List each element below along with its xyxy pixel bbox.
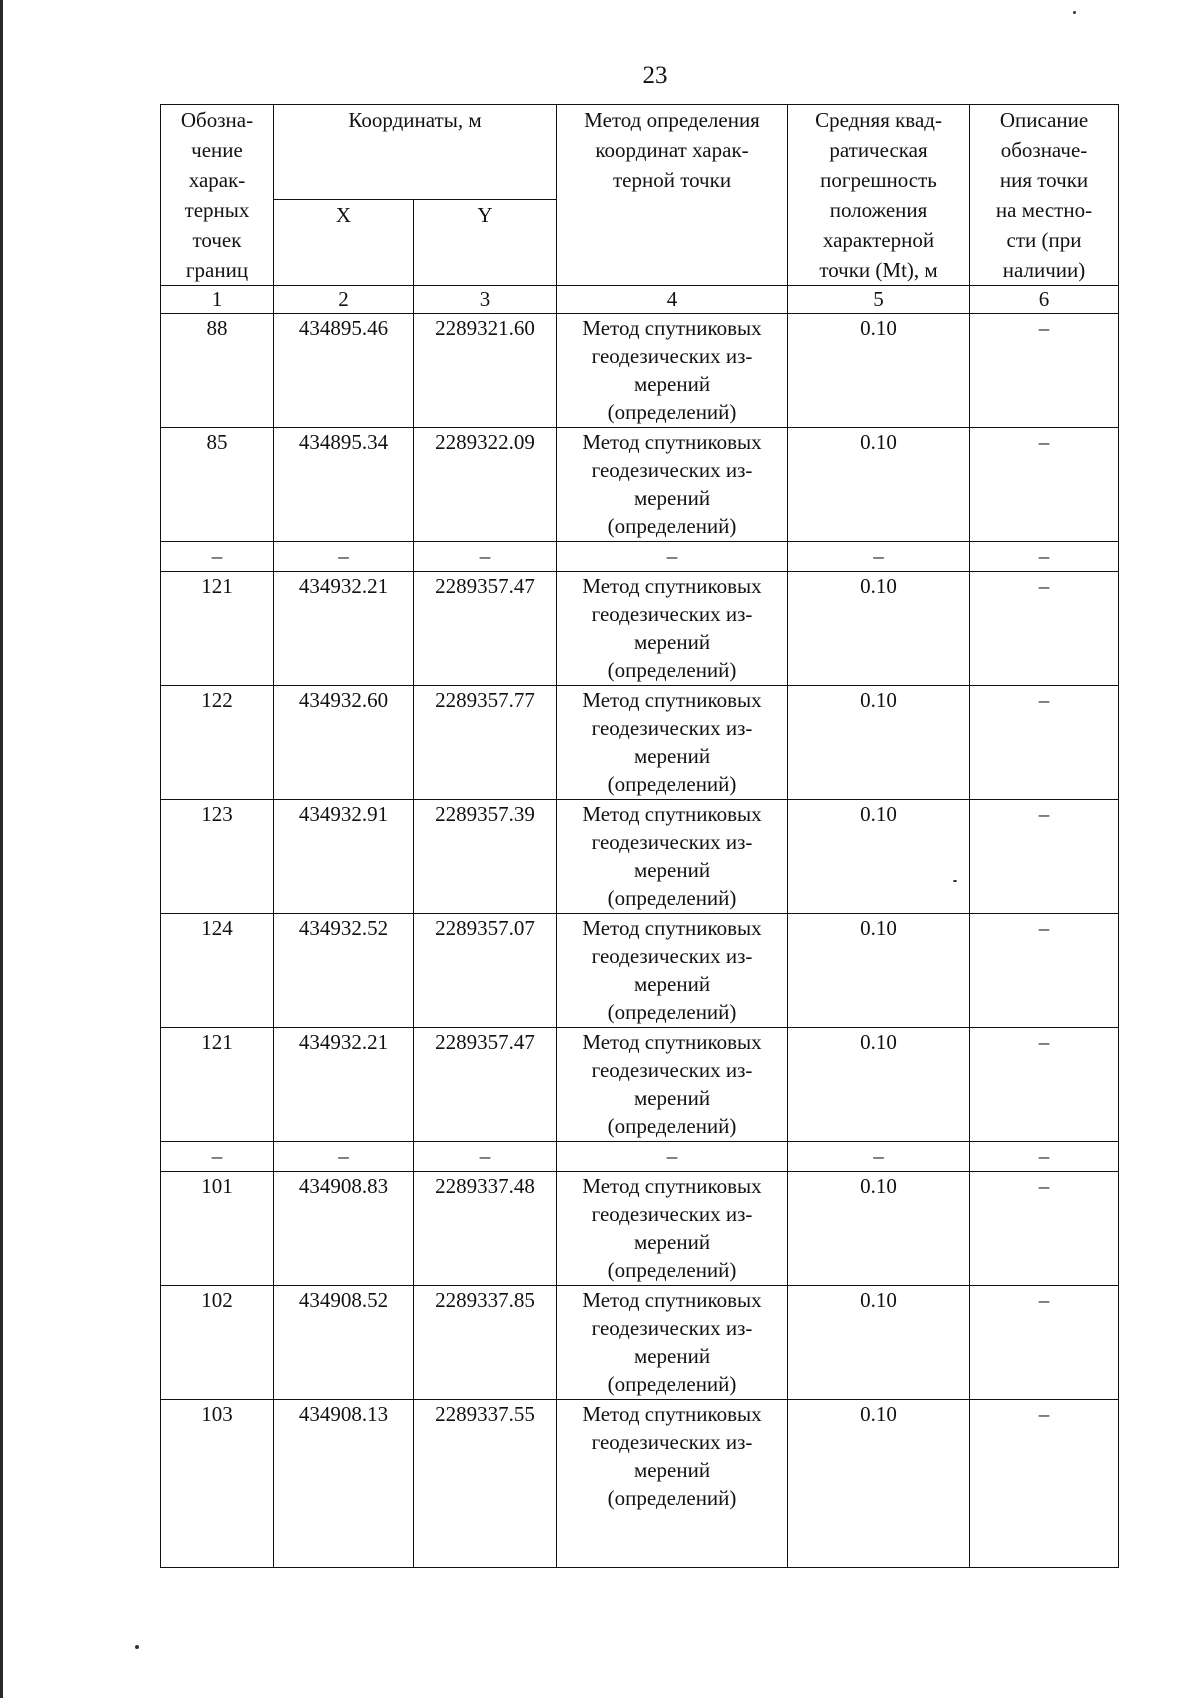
method-line: Метод спутниковых (582, 688, 762, 712)
method-line: (определений) (607, 1000, 737, 1024)
header-rms-line: точки (Mt), м (819, 258, 938, 282)
cell-description: – (970, 1142, 1119, 1172)
method-line: мерений (633, 858, 711, 882)
cell-point: 123 (161, 800, 274, 914)
header-description-line: Описание (999, 108, 1089, 132)
method-line: мерений (633, 1344, 711, 1368)
cell-x: – (274, 1142, 414, 1172)
cell-point: 103 (161, 1400, 274, 1568)
separator-row (161, 542, 1119, 572)
cell-method (557, 314, 788, 428)
header-method (557, 105, 788, 286)
table-row (161, 572, 1119, 686)
header-rms-line: погрешность (820, 168, 937, 192)
header-rms-error (788, 105, 970, 286)
page-number: 23 (642, 62, 668, 89)
cell-y: 2289357.77 (414, 686, 557, 800)
cell-x: 434895.46 (274, 314, 414, 428)
header-point-line: харак- (188, 168, 246, 192)
cell-x: 434895.34 (274, 428, 414, 542)
header-description (970, 105, 1119, 286)
cell-method (557, 914, 788, 1028)
cell-point: 124 (161, 914, 274, 1028)
method-line: Метод спутниковых (582, 316, 762, 340)
cell-y: 2289357.39 (414, 800, 557, 914)
table-row (161, 914, 1119, 1028)
header-point-line: чение (191, 138, 243, 162)
cell-description: – (970, 542, 1119, 572)
cell-x: 434932.21 (274, 1028, 414, 1142)
column-number: 5 (788, 286, 970, 314)
cell-rms-error: 0.10 (788, 428, 970, 542)
method-line: (определений) (607, 514, 737, 538)
method-text (562, 1172, 782, 1284)
cell-rms-error: 0.10 (788, 686, 970, 800)
method-line: Метод спутниковых (582, 802, 762, 826)
table-row (161, 1172, 1119, 1286)
cell-y: 2289337.55 (414, 1400, 557, 1568)
cell-y: 2289321.60 (414, 314, 557, 428)
table-row (161, 1400, 1119, 1568)
coordinates-table (160, 104, 1119, 1568)
method-text (562, 314, 782, 426)
table-row (161, 800, 1119, 914)
header-y: Y (414, 200, 557, 286)
table-row (161, 314, 1119, 428)
column-number: 6 (970, 286, 1119, 314)
cell-method (557, 1400, 788, 1568)
header-point-line: границ (185, 258, 249, 282)
header-method-line: терной точки (612, 168, 732, 192)
method-line: Метод спутниковых (582, 430, 762, 454)
method-line: – (666, 1144, 678, 1168)
cell-point: 102 (161, 1286, 274, 1400)
column-number: 4 (557, 286, 788, 314)
method-text (562, 1028, 782, 1140)
method-line: мерений (633, 372, 711, 396)
column-number-row (161, 286, 1119, 314)
method-line: геодезических из- (591, 344, 753, 368)
cell-point: – (161, 1142, 274, 1172)
header-description-line: ния точки (999, 168, 1089, 192)
method-line: (определений) (607, 400, 737, 424)
cell-rms-error: 0.10 (788, 1286, 970, 1400)
scan-left-edge (0, 0, 3, 1698)
method-line: – (666, 544, 678, 568)
method-line: мерений (633, 1086, 711, 1110)
cell-method (557, 1142, 788, 1172)
cell-description: – (970, 800, 1119, 914)
header-description-line: на местно- (995, 198, 1093, 222)
header-method-line: координат харак- (595, 138, 749, 162)
method-line: (определений) (607, 658, 737, 682)
cell-y: 2289337.48 (414, 1172, 557, 1286)
method-text (562, 914, 782, 1026)
cell-description: – (970, 1286, 1119, 1400)
cell-point: 101 (161, 1172, 274, 1286)
method-line: (определений) (607, 1258, 737, 1282)
cell-x: 434932.91 (274, 800, 414, 914)
cell-description: – (970, 1028, 1119, 1142)
cell-y: 2289357.47 (414, 572, 557, 686)
cell-description: – (970, 428, 1119, 542)
method-text (562, 1400, 782, 1512)
method-line: Метод спутниковых (582, 1174, 762, 1198)
method-line: мерений (633, 1230, 711, 1254)
header-description-line: сти (при (1006, 228, 1082, 252)
method-line: мерений (633, 630, 711, 654)
cell-y: – (414, 1142, 557, 1172)
method-line: Метод спутниковых (582, 1402, 762, 1426)
header-rms-line: Средняя квад- (815, 108, 942, 132)
method-line: Метод спутниковых (582, 1288, 762, 1312)
header-point-line: терных (184, 198, 250, 222)
method-line: геодезических из- (591, 830, 753, 854)
method-line: Метод спутниковых (582, 916, 762, 940)
method-line: геодезических из- (591, 458, 753, 482)
table-body (161, 105, 1119, 1568)
cell-x: – (274, 542, 414, 572)
table-row (161, 1028, 1119, 1142)
cell-x: 434908.83 (274, 1172, 414, 1286)
header-point-line: точек (192, 228, 242, 252)
method-line: геодезических из- (591, 602, 753, 626)
cell-point: 88 (161, 314, 274, 428)
method-line: мерений (633, 744, 711, 768)
cell-y: 2289322.09 (414, 428, 557, 542)
cell-point: 121 (161, 572, 274, 686)
cell-method (557, 1028, 788, 1142)
cell-rms-error: 0.10 (788, 1400, 970, 1568)
cell-point: 121 (161, 1028, 274, 1142)
cell-rms-error: 0.10 (788, 914, 970, 1028)
cell-method (557, 542, 788, 572)
cell-point: 122 (161, 686, 274, 800)
method-text (562, 1286, 782, 1398)
cell-rms-error: – (788, 1142, 970, 1172)
cell-description: – (970, 314, 1119, 428)
header-point-line: Обозна- (180, 108, 254, 132)
cell-rms-error: 0.10 (788, 1028, 970, 1142)
cell-description: – (970, 686, 1119, 800)
column-number: 3 (414, 286, 557, 314)
header-coordinates: Координаты, м (274, 105, 557, 200)
method-text (562, 1142, 782, 1170)
method-line: геодезических из- (591, 1430, 753, 1454)
cell-description: – (970, 572, 1119, 686)
separator-row (161, 1142, 1119, 1172)
method-text (562, 428, 782, 540)
method-line: геодезических из- (591, 1316, 753, 1340)
cell-y: 2289357.07 (414, 914, 557, 1028)
method-text (562, 800, 782, 912)
cell-method (557, 800, 788, 914)
cell-rms-error: 0.10 (788, 314, 970, 428)
cell-rms-error: 0.10 (788, 1172, 970, 1286)
cell-x: 434932.21 (274, 572, 414, 686)
header-description-line: обозначе- (1000, 138, 1088, 162)
method-line: Метод спутниковых (582, 1030, 762, 1054)
cell-x: 434932.52 (274, 914, 414, 1028)
cell-x: 434908.52 (274, 1286, 414, 1400)
cell-point: 85 (161, 428, 274, 542)
method-line: Метод спутниковых (582, 574, 762, 598)
cell-x: 434932.60 (274, 686, 414, 800)
cell-y: 2289357.47 (414, 1028, 557, 1142)
header-row (161, 105, 1119, 200)
method-line: мерений (633, 972, 711, 996)
cell-method (557, 572, 788, 686)
cell-method (557, 686, 788, 800)
header-x: X (274, 200, 414, 286)
cell-method (557, 1172, 788, 1286)
method-line: (определений) (607, 1486, 737, 1510)
header-description-line: наличии) (1002, 258, 1086, 282)
column-number: 2 (274, 286, 414, 314)
method-line: (определений) (607, 1114, 737, 1138)
cell-description: – (970, 1400, 1119, 1568)
header-point-designation (161, 105, 274, 286)
cell-rms-error: – (788, 542, 970, 572)
cell-x: 434908.13 (274, 1400, 414, 1568)
method-line: геодезических из- (591, 716, 753, 740)
scan-speck (135, 1645, 139, 1649)
method-line: геодезических из- (591, 1058, 753, 1082)
method-line: (определений) (607, 1372, 737, 1396)
table-row (161, 686, 1119, 800)
cell-rms-error: 0.10 (788, 572, 970, 686)
header-rms-line: ратическая (829, 138, 928, 162)
method-text (562, 542, 782, 570)
cell-method (557, 428, 788, 542)
cell-rms-error: 0.10 (788, 800, 970, 914)
method-text (562, 572, 782, 684)
method-line: геодезических из- (591, 1202, 753, 1226)
column-number: 1 (161, 286, 274, 314)
scan-speck (1073, 11, 1076, 14)
table-row (161, 428, 1119, 542)
header-rms-line: положения (829, 198, 928, 222)
header-rms-line: характерной (822, 228, 935, 252)
cell-description: – (970, 914, 1119, 1028)
method-line: мерений (633, 1458, 711, 1482)
method-line: (определений) (607, 886, 737, 910)
table-row (161, 1286, 1119, 1400)
method-line: (определений) (607, 772, 737, 796)
header-method-line: Метод определения (584, 108, 760, 132)
method-text (562, 686, 782, 798)
scan-speck (953, 880, 957, 882)
cell-y: – (414, 542, 557, 572)
cell-method (557, 1286, 788, 1400)
cell-description: – (970, 1172, 1119, 1286)
cell-y: 2289337.85 (414, 1286, 557, 1400)
method-line: геодезических из- (591, 944, 753, 968)
method-line: мерений (633, 486, 711, 510)
cell-point: – (161, 542, 274, 572)
